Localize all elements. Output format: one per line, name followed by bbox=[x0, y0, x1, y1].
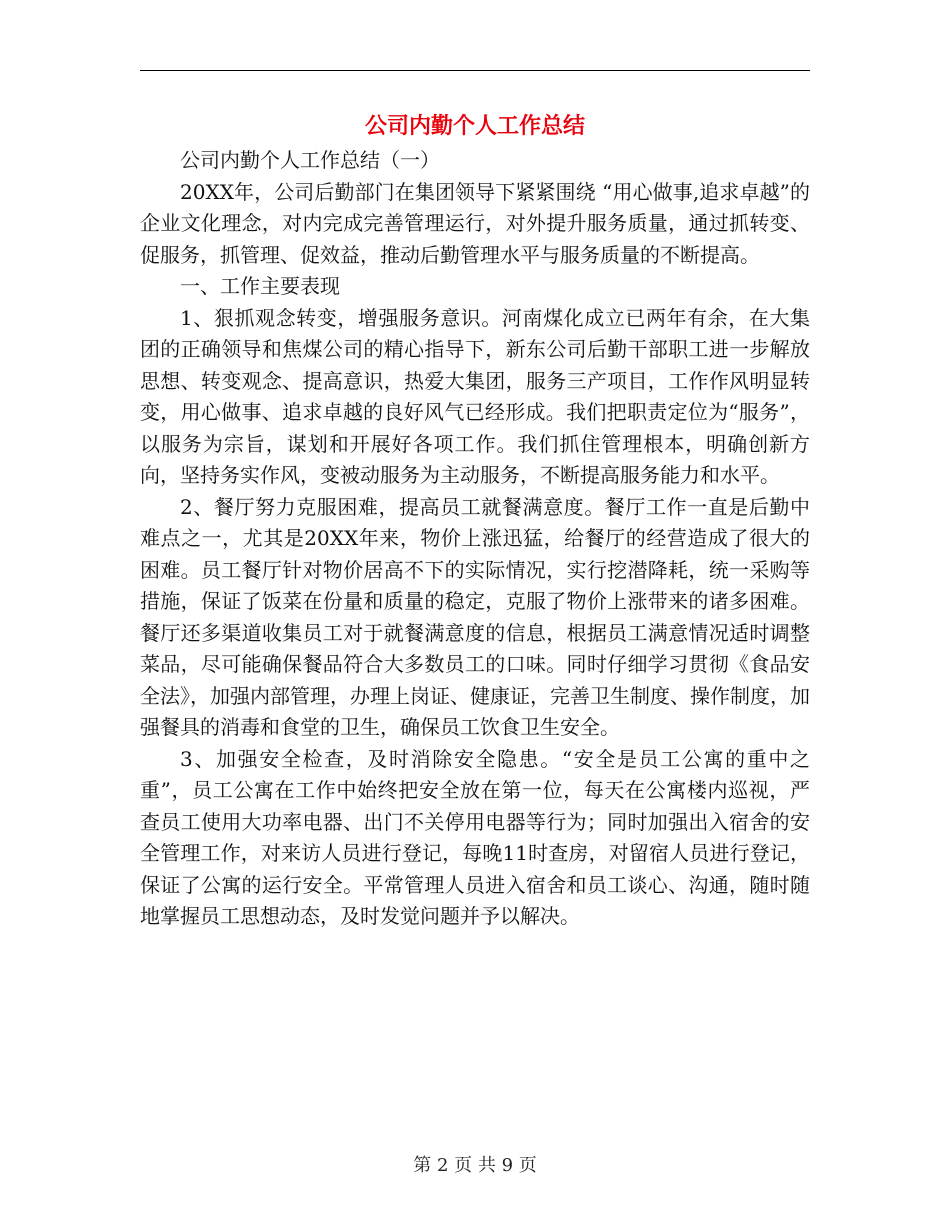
document-title: 公司内勤个人工作总结 bbox=[364, 113, 585, 139]
paragraph-item-3: 3、加强安全检查，及时消除安全隐患。“安全是员工公寓的重中之重”，员工公寓在工作中始终把安全放在第一位，每天在公寓楼内巡视，严查员工使用大功率电器、出门不关停用电器等行为；同时加强出入宿舍的安全管理工作，对来访人员进行登记，每晚11时查房，对留宿人员进行登记，保证了公寓的运行安全。平常管理人员进入宿舍和员工谈心、沟通，随时随地掌握员工思想动态，及时发觉问题并予以解决。 bbox=[140, 746, 810, 928]
page-footer: 第 2 页 共 9 页 bbox=[413, 1155, 537, 1176]
intro-paragraph: 20XX年，公司后勤部门在集团领导下紧紧围绕 “用心做事,追求卓越”的企业文化理念，对内完成完善管理运行，对外提升服务质量，通过抓转变、促服务，抓管理、促效益，推动后勤管理水平与服务质量的不断提高。 bbox=[140, 179, 810, 267]
paragraph-item-1: 1、狠抓观念转变，增强服务意识。河南煤化成立已两年有余，在大集团的正确领导和焦煤公司的精心指导下，新东公司后勤干部职工进一步解放思想、转变观念、提高意识，热爱大集团，服务三产项目，工作作风明显转变，用心做事、追求卓越的良好风气已经形成。我们把职责定位为“服务”，以服务为宗旨，谋划和开展好各项工作。我们抓住管理根本，明确创新方向，坚持务实作风，变被动服务为主动服务，不断提高服务能力和水平。 bbox=[140, 305, 810, 487]
header-rule bbox=[140, 70, 810, 71]
document-body bbox=[140, 145, 810, 933]
paragraph-item-2: 2、餐厅努力克服困难，提高员工就餐满意度。餐厅工作一直是后勤中难点之一，尤其是20XX年来，物价上涨迅猛，给餐厅的经营造成了很大的困难。员工餐厅针对物价居高不下的实际情况，实行挖潜降耗，统一采购等措施，保证了饭菜在份量和质量的稳定，克服了物价上涨带来的诸多困难。餐厅还多渠道收集员工对于就餐满意度的信息，根据员工满意情况适时调整菜品，尽可能确保餐品符合大多数员工的口味。同时仔细学习贯彻《食品安全法》，加强内部管理，办理上岗证、健康证，完善卫生制度、操作制度，加强餐具的消毒和食堂的卫生，确保员工饮食卫生安全。 bbox=[140, 494, 810, 739]
subsection-heading: 一、工作主要表现 bbox=[180, 274, 340, 298]
section-heading: 公司内勤个人工作总结（一） bbox=[180, 148, 440, 172]
